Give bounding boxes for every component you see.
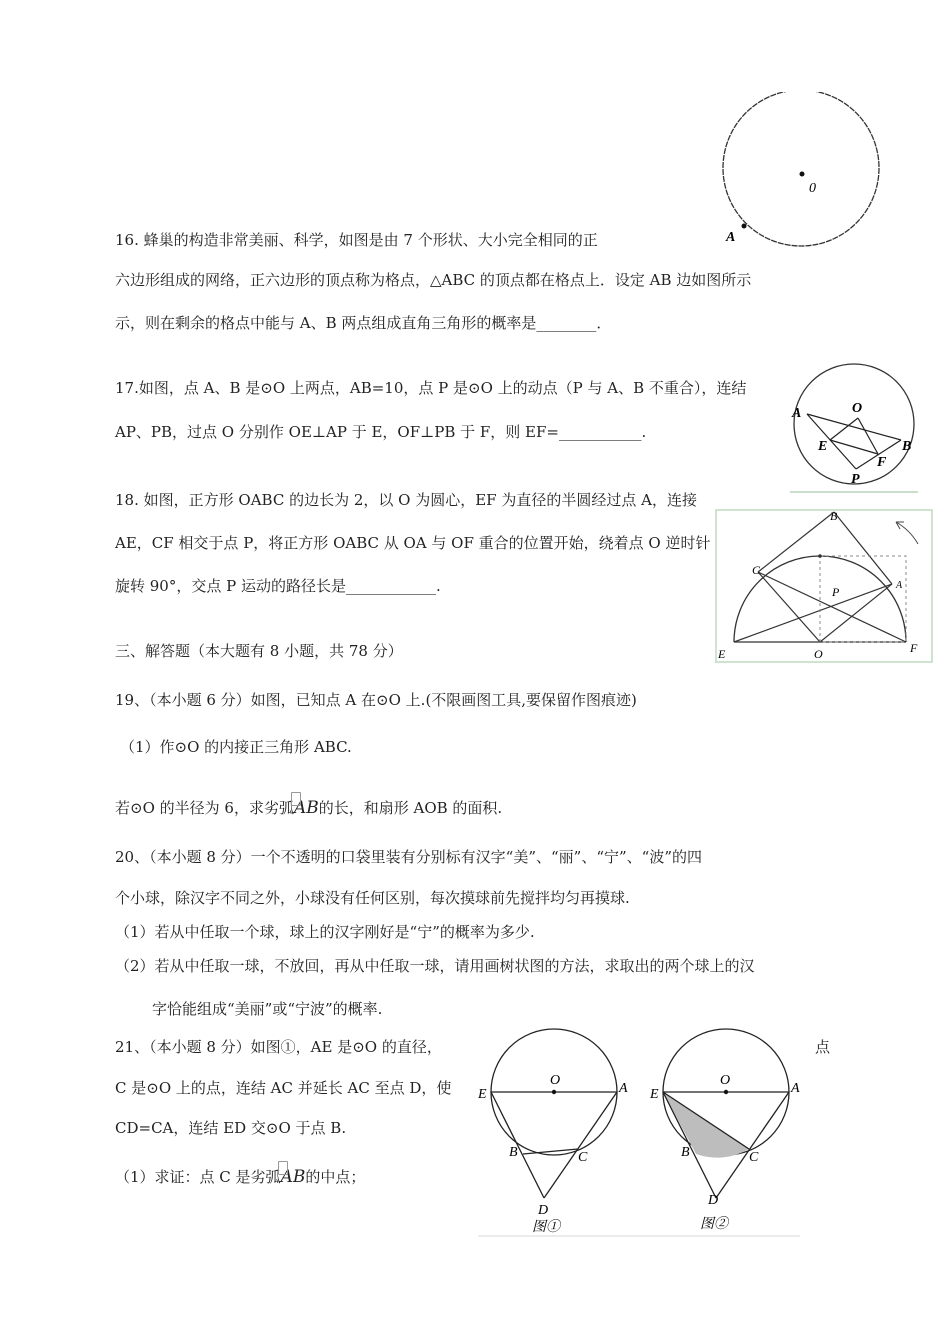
q21-fig1-center <box>552 1090 556 1094</box>
q21-text-line1: 21、（本小题 8 分）如图①，AE 是⊙O 的直径， <box>115 1038 442 1056</box>
q18-text-line3: 旋转 90°，交点 P 运动的路径长是____________. <box>115 577 441 595</box>
q21-text-line4 <box>115 1167 365 1187</box>
q21-text-line2: C 是⊙O 上的点，连结 AC 并延长 AC 至点 D，使 <box>115 1079 452 1097</box>
q21-fig1-label-e: E <box>478 1087 487 1102</box>
q21-figure-2 <box>649 1029 800 1232</box>
q18-label-a: A <box>896 580 903 591</box>
q16-label-o: 0 <box>809 181 816 196</box>
q16-point-o <box>800 172 805 177</box>
q19-text-post: 的长，和扇形 AOB 的面积. <box>318 799 503 817</box>
q19-text-pre: 若⊙O 的半径为 6，求劣弧 <box>115 799 294 817</box>
q21-text-pre: （1）求证：点 C 是劣弧 <box>115 1168 281 1186</box>
q21-fig1-label-o: O <box>550 1073 561 1088</box>
q18-side-ba <box>834 512 892 584</box>
q21-figures <box>478 1026 803 1238</box>
section-heading: 三、解答题（本大题有 8 小题，共 78 分） <box>115 642 403 660</box>
q19-arc-ab: AB <box>293 798 319 818</box>
q16-text-line3: 示，则在剩余的格点中能与 A、B 两点组成直角三角形的概率是________． <box>115 314 612 332</box>
q16-text-line1: 16. 蜂巢的构造非常美丽、科学，如图是由 7 个形状、大小完全相同的正 <box>115 231 598 249</box>
q18-rotation-arrow <box>896 522 918 544</box>
q16-text-line2: 六边形组成的网络，正六边形的顶点称为格点，△ABC 的顶点都在格点上．设定 AB 边如图所示 <box>115 271 752 289</box>
q20-text-line4: （2）若从中任取一球，不放回，再从中任取一球，请用画树状图的方法，求取出的两个球上的汉 <box>115 957 755 975</box>
q21-text-line3: CD=CA，连结 ED 交⊙O 于点 B. <box>115 1119 347 1137</box>
q18-label-f: F <box>910 641 918 655</box>
q21-arc-ab: AB <box>280 1167 306 1187</box>
q19-text-line2: （1）作⊙O 的内接正三角形 ABC. <box>120 738 352 756</box>
q20-text-line3: （1）若从中任取一个球，球上的汉字刚好是“宁”的概率为多少. <box>115 923 535 941</box>
q18-label-e: E <box>718 647 726 661</box>
q16-point-a <box>742 224 747 229</box>
q17-text-line2: AP、PB，过点 O 分别作 OE⊥AP 于 E，OF⊥PB 于 F，则 EF=___________. <box>115 423 647 441</box>
q18-side-cb <box>758 512 834 572</box>
q21-fig1-label-c: C <box>578 1150 588 1165</box>
q20-text-line1: 20、（本小题 8 分）一个不透明的口袋里装有分别标有汉字“美”、“丽”、“宁”、“波”的四 <box>115 848 703 866</box>
q18-label-b: B <box>830 509 838 523</box>
q21-fig1-line-ad <box>544 1092 617 1198</box>
q16-circle-figure <box>718 92 888 252</box>
q21-text-line1-end: 点 <box>815 1038 831 1056</box>
q17-label-f: F <box>877 455 887 470</box>
q20-text-line2: 个小球，除汉字不同之外，小球没有任何区别，每次摸球前先搅拌均匀再摸球. <box>115 889 630 907</box>
q18-figure <box>714 500 936 666</box>
q21-fig2-label-o: O <box>720 1073 731 1088</box>
q17-figure <box>790 362 920 494</box>
q17-chord-ab <box>807 414 901 440</box>
q17-label-e: E <box>818 439 828 454</box>
q21-fig2-center <box>724 1090 728 1094</box>
q16-circle <box>723 92 879 246</box>
q21-fig1-label-b: B <box>509 1145 518 1160</box>
q18-side-oc <box>758 572 820 642</box>
q17-label-b: B <box>902 439 912 454</box>
q18-dashed-square <box>820 556 906 642</box>
q21-fig2-label-e: E <box>650 1087 659 1102</box>
q21-fig2-label-b: B <box>681 1145 690 1160</box>
q21-text-post: 的中点； <box>305 1168 366 1186</box>
q21-fig2-label-a: A <box>791 1081 800 1096</box>
q21-fig2-shaded-region <box>663 1092 749 1158</box>
q19-text-line1: 19、（本小题 6 分）如图，已知点 A 在⊙O 上.(不限画图工具,要保留作图痕迹) <box>115 691 637 709</box>
q20-text-line5: 字恰能组成“美丽”或“宁波”的概率. <box>152 1000 383 1018</box>
q16-label-a: A <box>726 230 736 245</box>
q21-fig1-label-a: A <box>619 1081 628 1096</box>
q21-figure-1 <box>478 1029 628 1235</box>
q18-text-line2: AE，CF 相交于点 P，将正方形 OABC 从 OA 与 OF 重合的位置开始，绕着点 O 逆时针 <box>115 534 711 552</box>
q18-label-c: C <box>752 563 761 577</box>
q18-label-p: P <box>832 585 840 599</box>
q17-line-ap <box>807 414 856 469</box>
q17-label-o: O <box>852 401 863 416</box>
q21-fig2-caption: 图② <box>700 1217 728 1232</box>
q21-fig1-label-d: D <box>538 1203 549 1218</box>
q21-fig2-label-d: D <box>708 1193 719 1208</box>
q21-fig2-label-c: C <box>749 1150 759 1165</box>
q18-line-cf <box>758 572 906 642</box>
q17-label-p: P <box>851 472 860 487</box>
q17-label-a: A <box>792 406 802 421</box>
q18-text-line1: 18. 如图，正方形 OABC 的边长为 2，以 O 为圆心，EF 为直径的半圆经过点 A，连接 <box>115 491 697 509</box>
q18-top-point <box>818 554 822 558</box>
q18-side-ao <box>820 584 892 642</box>
q19-text-line3 <box>115 798 502 818</box>
q21-fig1-caption: 图① <box>532 1220 560 1235</box>
q18-label-o: O <box>814 647 823 661</box>
q17-text-line1: 17.如图，点 A、B 是⊙O 上两点，AB=10，点 P 是⊙O 上的动点（P 与 A、B 不重合），连结 <box>115 379 747 397</box>
